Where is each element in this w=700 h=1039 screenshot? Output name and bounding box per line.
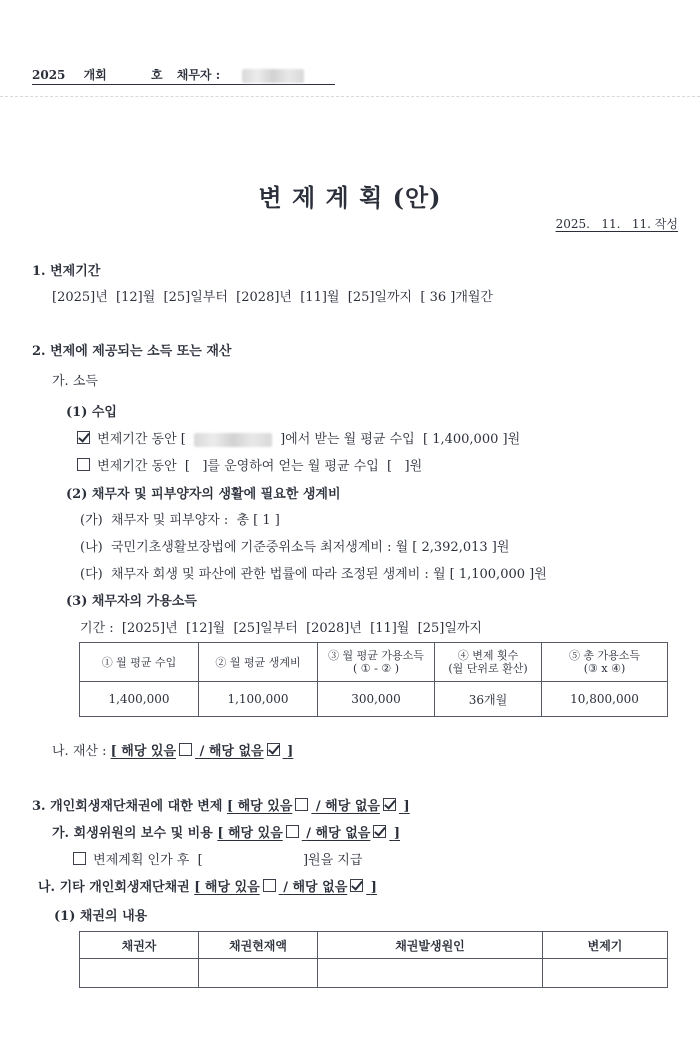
business-checkbox[interactable] [77, 458, 90, 471]
table-header-row [80, 932, 668, 959]
income-subheading: 가. 소득 [52, 374, 98, 389]
other-no-checkbox[interactable] [350, 879, 363, 892]
trustee-no-checkbox[interactable] [373, 825, 386, 838]
salary-checkbox[interactable] [77, 431, 90, 444]
case-number-label: 호 [150, 68, 163, 82]
property-label: 나. 재산 : [52, 744, 107, 759]
other-yes-checkbox[interactable] [263, 879, 276, 892]
table-cell: 36개월 [435, 682, 542, 717]
redacted-debtor-name [242, 69, 304, 83]
col-header: ② 월 평균 생계비 [199, 643, 318, 682]
disposable-income-table [79, 642, 668, 717]
property-line [52, 740, 293, 759]
col-header: ③ 월 평균 가용소득 ( ① - ② ) [318, 643, 435, 682]
redacted-employer [194, 433, 272, 447]
trustee-fee-options [217, 826, 400, 841]
section3-yes-label: [ 해당 있음 [226, 799, 293, 814]
other-no-label: / 해당 없음 [283, 880, 348, 895]
section2-heading: 2. 변제에 제공되는 소득 또는 재산 [32, 344, 232, 359]
disposable-period: 기간 : [2025]년 [12]월 [25]일부터 [2028]년 [11]월 [25]일까지 [80, 621, 482, 636]
property-options [111, 744, 294, 759]
table-cell: 300,000 [318, 682, 435, 717]
table-row [80, 959, 668, 988]
other-yes-label: [ 해당 있음 [194, 880, 260, 895]
debtor-label: 채무자 : [176, 68, 221, 82]
claims-content-heading: (1) 채권의 내용 [54, 909, 148, 924]
trustee-payment-checkbox[interactable] [73, 852, 86, 865]
trustee-payment-line [70, 849, 362, 868]
repayment-period: [2025]년 [12]월 [25]일부터 [2028]년 [11]월 [25]일까지 [ 36 ]개월간 [52, 290, 493, 305]
property-yes-label: [ 해당 있음 [110, 744, 177, 759]
case-year: 2025 [32, 68, 66, 82]
disposable-income-heading: (3) 채무자의 가용소득 [66, 594, 197, 609]
section3-options [227, 799, 410, 814]
trustee-payment-prefix: 변제계획 인가 후 [ [93, 853, 203, 868]
revenue-heading: (1) 수입 [66, 405, 117, 420]
income-line-salary [74, 428, 520, 447]
table-cell [543, 959, 668, 988]
other-claims-options [194, 880, 377, 895]
case-court: 개회 [83, 68, 107, 82]
table-cell: 1,400,000 [80, 682, 199, 717]
table-row [80, 682, 668, 717]
section3-yes-checkbox[interactable] [295, 798, 308, 811]
trustee-yes-label: [ 해당 있음 [217, 826, 283, 841]
section3-no-checkbox[interactable] [383, 798, 396, 811]
table-cell [80, 959, 199, 988]
table-cell [318, 959, 543, 988]
income-line-business [74, 455, 422, 474]
page-title: 변 제 계 획 (안) [258, 183, 442, 212]
living-cost-a: (가) 채무자 및 피부양자 : 총 [ 1 ] [80, 513, 280, 528]
table-cell: 10,800,000 [542, 682, 668, 717]
col-header: ④ 변제 횟수 (월 단위로 환산) [435, 643, 542, 682]
header-divider [0, 96, 700, 97]
property-yes-checkbox[interactable] [179, 743, 192, 756]
trustee-fee-line [52, 822, 400, 841]
section3-no-label: / 해당 없음 [315, 799, 380, 814]
living-cost-b: (나) 국민기초생활보장법에 기준중위소득 최저생계비 : 월 [ 2,392,013 ]원 [80, 540, 510, 555]
col-header: 채권자 [80, 932, 199, 959]
trustee-end-bracket: ] [393, 826, 401, 841]
table-cell: 1,100,000 [199, 682, 318, 717]
col-header: 변제기 [543, 932, 668, 959]
col-header: ⑤ 총 가용소득 (③ x ④) [542, 643, 668, 682]
salary-line-suffix: ]에서 받는 월 평균 수입 [ 1,400,000 ]원 [280, 432, 521, 447]
section3-line [32, 795, 410, 814]
section3-end-bracket: ] [403, 799, 410, 814]
document-date: 2025. 11. 11. 작성 [555, 217, 678, 231]
living-cost-heading: (2) 채무자 및 피부양자의 생활에 필요한 생계비 [66, 487, 341, 502]
table-cell [199, 959, 318, 988]
claims-table [79, 931, 668, 988]
business-line-text: 변제기간 동안 [ ]를 운영하여 얻는 월 평균 수입 [ ]원 [97, 459, 423, 474]
section3-heading: 3. 개인회생재단채권에 대한 변제 [32, 799, 223, 814]
property-end-bracket: ] [287, 744, 294, 759]
table-header-row [80, 643, 668, 682]
trustee-no-label: / 해당 없음 [306, 826, 371, 841]
other-claims-label: 나. 기타 개인회생재단채권 [38, 880, 190, 895]
other-end-bracket: ] [370, 880, 377, 895]
property-no-checkbox[interactable] [267, 743, 280, 756]
salary-line-prefix: 변제기간 동안 [ [97, 432, 186, 447]
trustee-payment-suffix: ]원을 지급 [302, 853, 363, 868]
trustee-yes-checkbox[interactable] [286, 825, 299, 838]
col-header: ① 월 평균 수입 [80, 643, 199, 682]
case-header [32, 66, 335, 85]
trustee-fee-label: 가. 회생위원의 보수 및 비용 [52, 826, 213, 841]
section1-heading: 1. 변제기간 [32, 264, 101, 279]
living-cost-c: (다) 채무자 회생 및 파산에 관한 법률에 따라 조정된 생계비 : 월 [ 1,100,000 ]원 [80, 567, 547, 582]
col-header: 채권발생원인 [318, 932, 543, 959]
col-header: 채권현재액 [199, 932, 318, 959]
property-no-label: / 해당 없음 [199, 744, 264, 759]
other-claims-line [38, 876, 377, 895]
